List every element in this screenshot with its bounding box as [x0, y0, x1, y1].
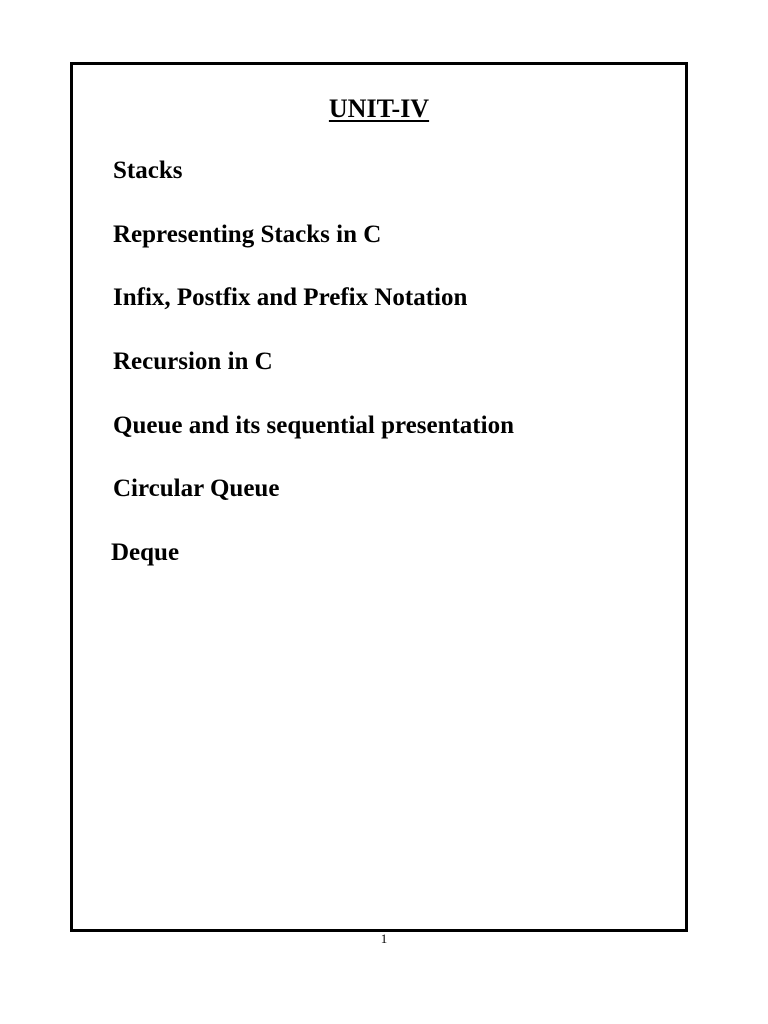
unit-title: UNIT-IV: [328, 94, 430, 123]
page-border: [70, 62, 688, 932]
topic-list: [113, 155, 514, 601]
topic-notation: Infix, Postfix and Prefix Notation: [113, 284, 468, 312]
page-number: 1: [380, 931, 388, 946]
topic-representing-stacks: Representing Stacks in C: [113, 220, 382, 248]
topic-recursion: Recursion in C: [113, 348, 273, 376]
topic-circular-queue: Circular Queue: [113, 475, 280, 503]
topic-stacks: Stacks: [113, 157, 183, 184]
topic-deque: Deque: [111, 539, 180, 567]
topic-queue: Queue and its sequential presentation: [113, 411, 514, 439]
